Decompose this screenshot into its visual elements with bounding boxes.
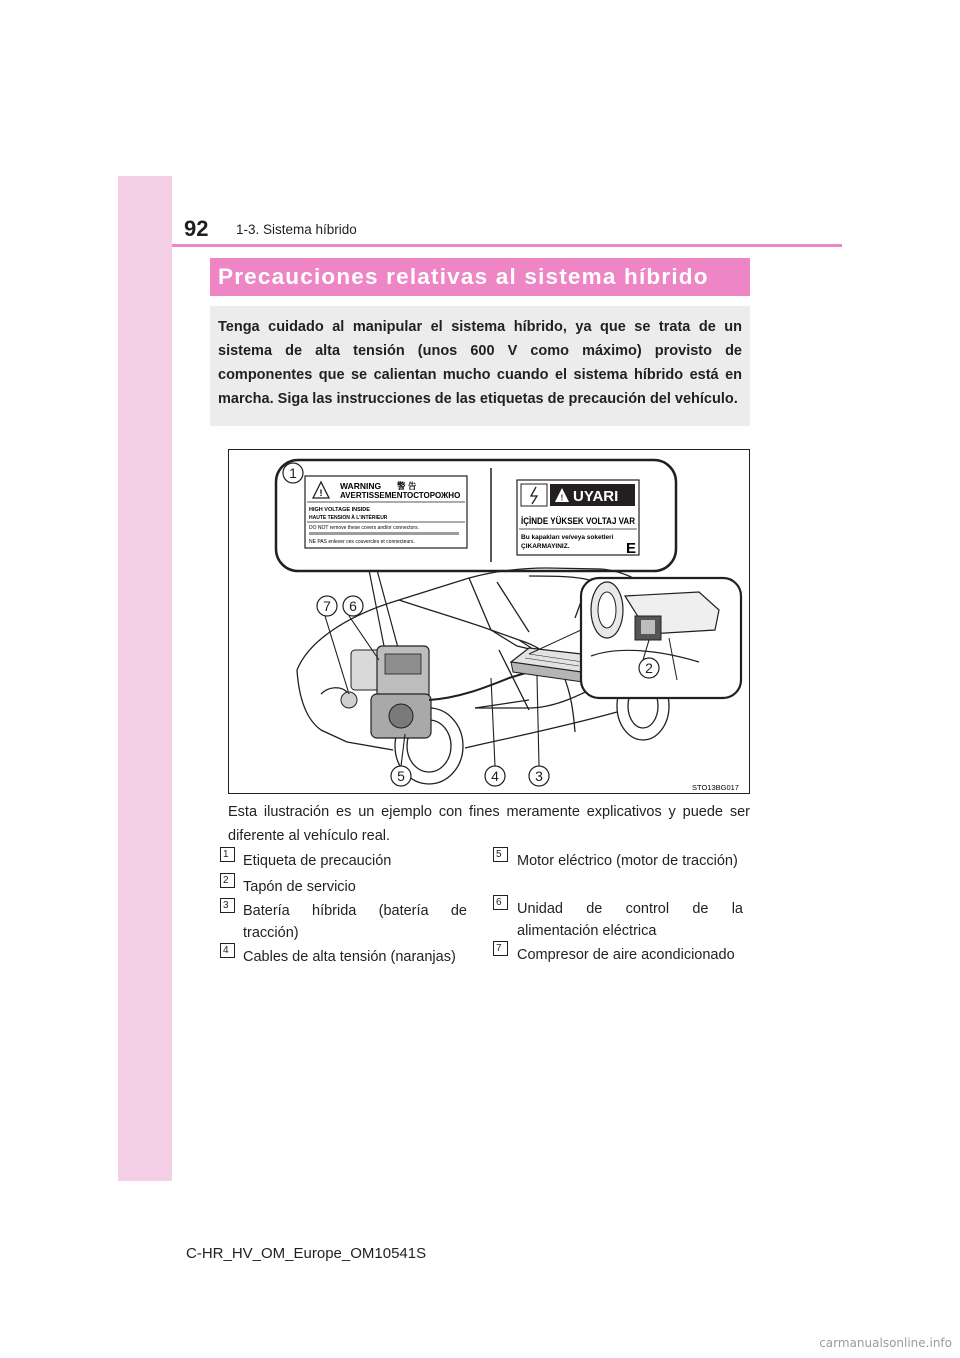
figure-code: STO13BG017 [692, 783, 739, 792]
page-title: Precauciones relativas al sistema híbrido [218, 264, 709, 289]
legend-text: Unidad de control de la alimentación eléctrica [517, 901, 743, 939]
legend-text: Motor eléctrico (motor de tracción) [517, 853, 738, 869]
figure-caption: Esta ilustración es un ejemplo con fines meramente explicativos y puede ser diferente al vehículo real. [228, 804, 750, 844]
legend-text: Cables de alta tensión (naranjas) [243, 949, 456, 965]
legend-number: 2 [220, 873, 235, 888]
callout-1: 1 [289, 465, 297, 481]
svg-text:!: ! [319, 488, 323, 498]
legend-item [517, 850, 743, 872]
callout-7: 7 [323, 598, 331, 614]
legend-number: 3 [220, 898, 235, 913]
engine-components [341, 646, 431, 738]
label-line2-text: NE PAS enlever ces couvercles et connecteurs. [309, 539, 415, 545]
hybrid-system-illustration [228, 449, 750, 794]
legend-text: Etiqueta de precaución [243, 853, 392, 869]
watermark: carmanualsonline.info [819, 1336, 952, 1350]
label-uyari-text: UYARI [573, 488, 619, 505]
hv-cable [429, 672, 529, 700]
label-haute-tension-text: HAUTE TENSION À L'INTÉRIEUR [309, 515, 388, 521]
callout-4: 4 [491, 768, 499, 784]
side-tab [118, 176, 172, 1181]
label-high-voltage-text: HIGH VOLTAGE INSIDE [309, 507, 370, 513]
page-title-band [210, 258, 750, 296]
legend-item [517, 898, 743, 942]
legend-item [243, 900, 467, 944]
callout-6: 6 [349, 598, 357, 614]
legend-number: 5 [493, 847, 508, 862]
caution-label-panel [276, 460, 676, 571]
callout-2: 2 [645, 660, 653, 676]
legend-item [243, 876, 467, 898]
label-main-text: İÇİNDE YÜKSEK VOLTAJ VAR [521, 516, 636, 526]
label-line1-text: DO NOT remove these covers and/or connectors. [309, 525, 419, 531]
callout-3: 3 [535, 768, 543, 784]
legend-number: 6 [493, 895, 508, 910]
section-title: 1-3. Sistema híbrido [236, 222, 357, 237]
label-warning-jp-text: 警 告 [397, 481, 417, 491]
legend-number: 4 [220, 943, 235, 958]
label-e-letter: E [626, 540, 637, 557]
illustration-svg [229, 450, 750, 794]
legend-text: Tapón de servicio [243, 879, 356, 895]
legend-number: 7 [493, 941, 508, 956]
header-divider [172, 244, 842, 247]
label-russian-text: ОСТОРОЖНО [407, 491, 461, 500]
intro-text: Tenga cuidado al manipular el sistema híbrido, ya que se trata de un sistema de alta tensión (unos 600 V como máximo) provisto de componentes que se calientan mucho cuando el sistema híbrido está en marcha. Siga las instrucciones de las etiquetas de precaución del vehículo. [218, 319, 742, 407]
label-right-line2: ÇIKARMAYINIZ. [521, 543, 570, 550]
callout-5: 5 [397, 768, 405, 784]
legend-text: Batería híbrida (batería de tracción) [243, 903, 467, 941]
legend-item [243, 850, 467, 872]
label-right-line1: Bu kapakları ve/veya soketleri [521, 534, 614, 541]
label-warning-text: WARNING [340, 481, 382, 491]
legend-item [243, 946, 467, 968]
page-number: 92 [184, 216, 209, 241]
document-code: C-HR_HV_OM_Europe_OM10541S [186, 1245, 427, 1262]
svg-text:!: ! [560, 493, 564, 503]
label-avertissement-text: AVERTISSEMENT [340, 491, 408, 500]
legend-number: 1 [220, 847, 235, 862]
service-plug-inset [529, 578, 741, 698]
legend-item [517, 944, 743, 966]
legend-text: Compresor de aire acondicionado [517, 947, 735, 963]
intro-box [210, 306, 750, 426]
